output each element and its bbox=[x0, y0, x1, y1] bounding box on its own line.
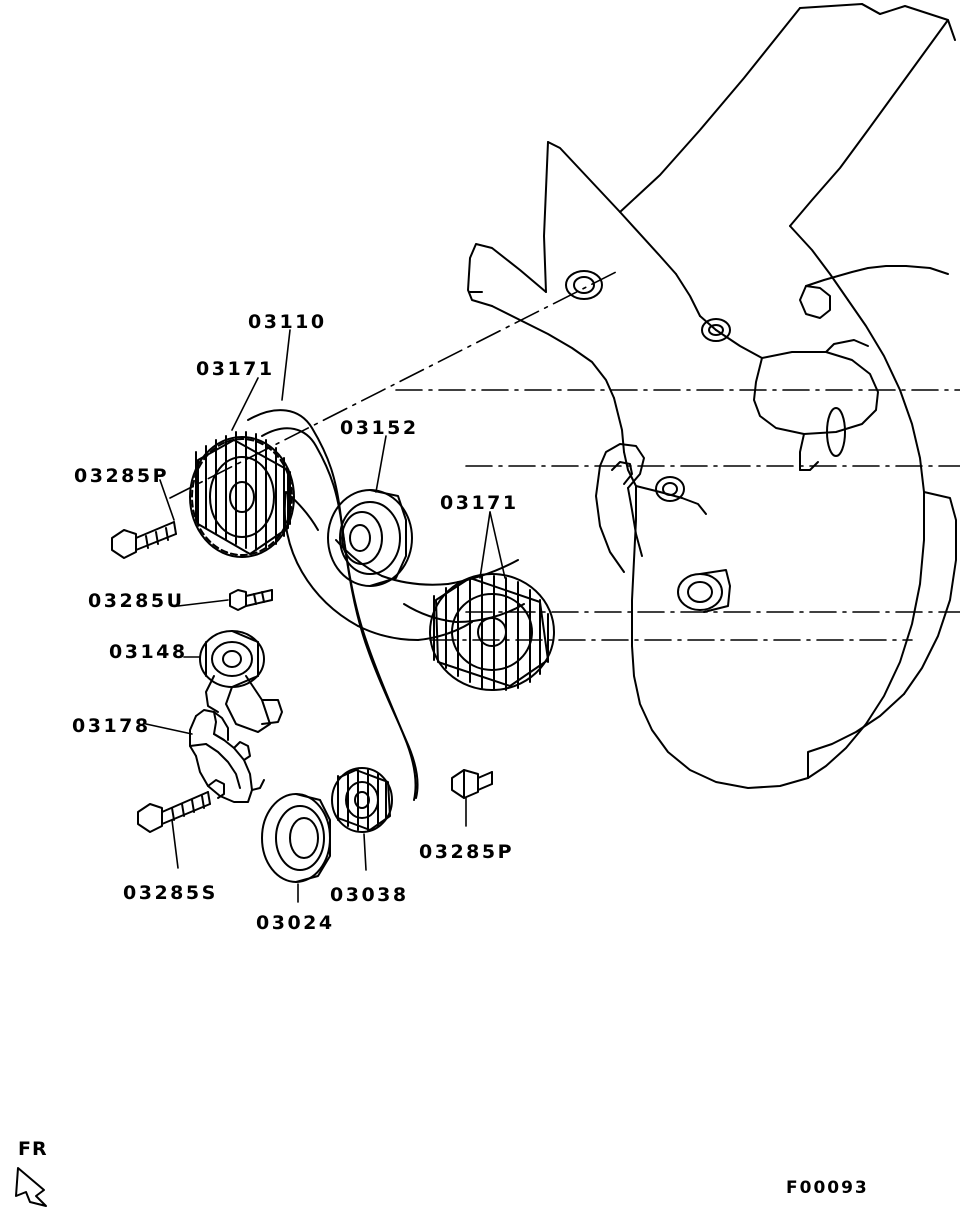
camshaft-sprocket-upper bbox=[190, 432, 294, 557]
idler-pulley-03152 bbox=[328, 490, 412, 586]
fr-arrow-icon bbox=[16, 1168, 46, 1206]
callout-03171-lower: 03171 bbox=[440, 492, 519, 514]
bolt-03285P-lower bbox=[452, 770, 492, 798]
engine-block-outline bbox=[468, 4, 956, 788]
figure-code: F00093 bbox=[786, 1178, 869, 1198]
callout-03285U: 03285U bbox=[88, 590, 185, 612]
bolt-03285U bbox=[230, 590, 272, 610]
callout-03171-upper: 03171 bbox=[196, 358, 275, 380]
crankshaft-flange-03024 bbox=[262, 794, 330, 882]
callout-03148: 03148 bbox=[109, 641, 188, 663]
callout-03285S: 03285S bbox=[123, 882, 218, 904]
callout-03024: 03024 bbox=[256, 912, 335, 934]
auto-tensioner-03178 bbox=[190, 710, 264, 802]
tensioner-pulley-03148 bbox=[200, 631, 282, 732]
sensor-connector bbox=[800, 266, 948, 318]
callout-03038: 03038 bbox=[330, 884, 409, 906]
orientation-label: FR bbox=[18, 1138, 48, 1160]
bolt-03285P-upper bbox=[112, 522, 176, 558]
callout-03285P-lower: 03285P bbox=[419, 841, 515, 863]
crankshaft-sprocket-03038 bbox=[332, 768, 392, 832]
callout-03110: 03110 bbox=[248, 311, 327, 333]
callout-03152: 03152 bbox=[340, 417, 419, 439]
callout-03178: 03178 bbox=[72, 715, 151, 737]
callout-03285P-upper: 03285P bbox=[74, 465, 170, 487]
bolt-03285S bbox=[138, 792, 210, 832]
camshaft-sprocket-lower bbox=[430, 574, 554, 690]
